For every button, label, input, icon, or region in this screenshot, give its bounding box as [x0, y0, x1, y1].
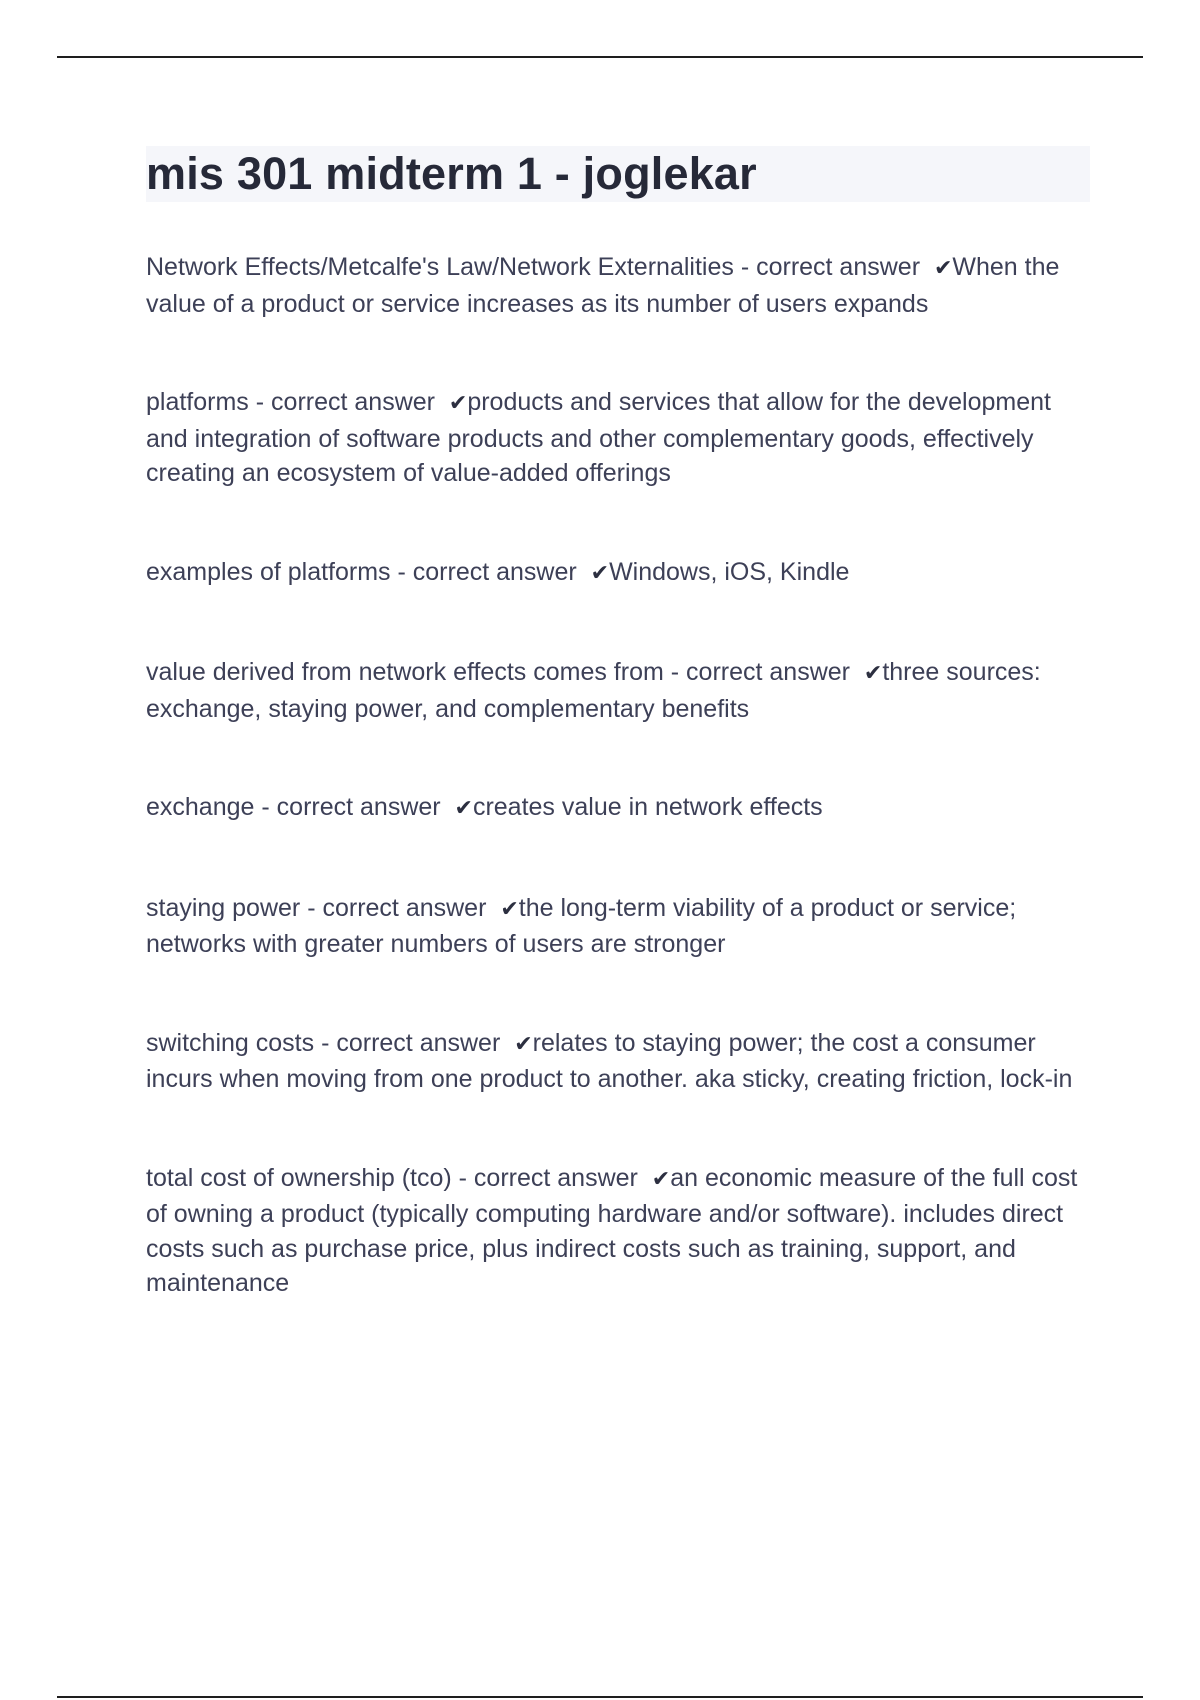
flashcard-item	[146, 1026, 1090, 1097]
card-term: switching costs	[146, 1028, 315, 1057]
flashcard-item	[146, 385, 1090, 491]
card-term: value derived from network effects comes from	[146, 658, 664, 686]
card-definition: products and services that allow for the development and integration of software products and other complementary goods, effectively creating an ecosystem of value-added offerings	[146, 388, 1051, 487]
flashcard-item	[146, 790, 1090, 827]
card-term: total cost of ownership (tco)	[146, 1163, 452, 1192]
page-title: mis 301 midterm 1 - joglekar	[146, 148, 757, 199]
card-definition: creates value in network effects	[472, 793, 823, 821]
card-term: staying power	[146, 893, 301, 922]
title-band	[146, 146, 1090, 202]
card-definition: When the value of a product or service increases as its number of users expands	[146, 253, 1060, 318]
answer-marker: - correct answer	[321, 1028, 501, 1057]
answer-marker: - correct answer	[670, 658, 850, 686]
answer-marker: - correct answer	[740, 253, 921, 281]
answer-marker: - correct answer	[261, 793, 441, 821]
card-term: Network Effects/Metcalfe's Law/Network Externalities	[146, 253, 734, 281]
check-icon: ✔	[863, 661, 883, 686]
card-definition: Windows, iOS, Kindle	[609, 557, 850, 586]
card-definition: three sources: exchange, staying power, and complementary benefits	[146, 658, 1041, 723]
flashcard-item	[146, 655, 1090, 726]
check-icon: ✔	[933, 256, 953, 281]
flashcard-list	[146, 250, 1090, 1301]
answer-marker: - correct answer	[397, 557, 577, 586]
card-term: exchange	[146, 793, 255, 821]
top-divider	[57, 56, 1143, 58]
flashcard-item	[146, 555, 1090, 592]
check-icon: ✔	[448, 391, 468, 416]
check-icon: ✔	[500, 896, 519, 922]
card-term: platforms	[146, 388, 249, 416]
card-definition: the long-term viability of a product or service; networks with greater numbers of users are stronger	[146, 893, 1017, 958]
document-body	[146, 146, 1090, 1365]
flashcard-item	[146, 891, 1090, 962]
answer-marker: - correct answer	[255, 388, 435, 416]
check-icon: ✔	[651, 1166, 671, 1192]
check-icon: ✔	[590, 560, 610, 586]
answer-marker: - correct answer	[458, 1163, 638, 1192]
check-icon: ✔	[514, 1031, 533, 1057]
flashcard-item	[146, 250, 1090, 321]
card-definition: relates to staying power; the cost a consumer incurs when moving from one product to another. aka sticky, creating friction, lock-in	[146, 1028, 1073, 1093]
check-icon: ✔	[454, 796, 473, 821]
flashcard-item	[146, 1161, 1090, 1301]
bottom-divider	[57, 1696, 1143, 1698]
card-term: examples of platforms	[146, 557, 391, 586]
answer-marker: - correct answer	[307, 893, 487, 922]
card-definition: an economic measure of the full cost of owning a product (typically computing hardware and/or software). includes direct costs such as purchase price, plus indirect costs such as training, support, and maintenance	[146, 1163, 1078, 1297]
